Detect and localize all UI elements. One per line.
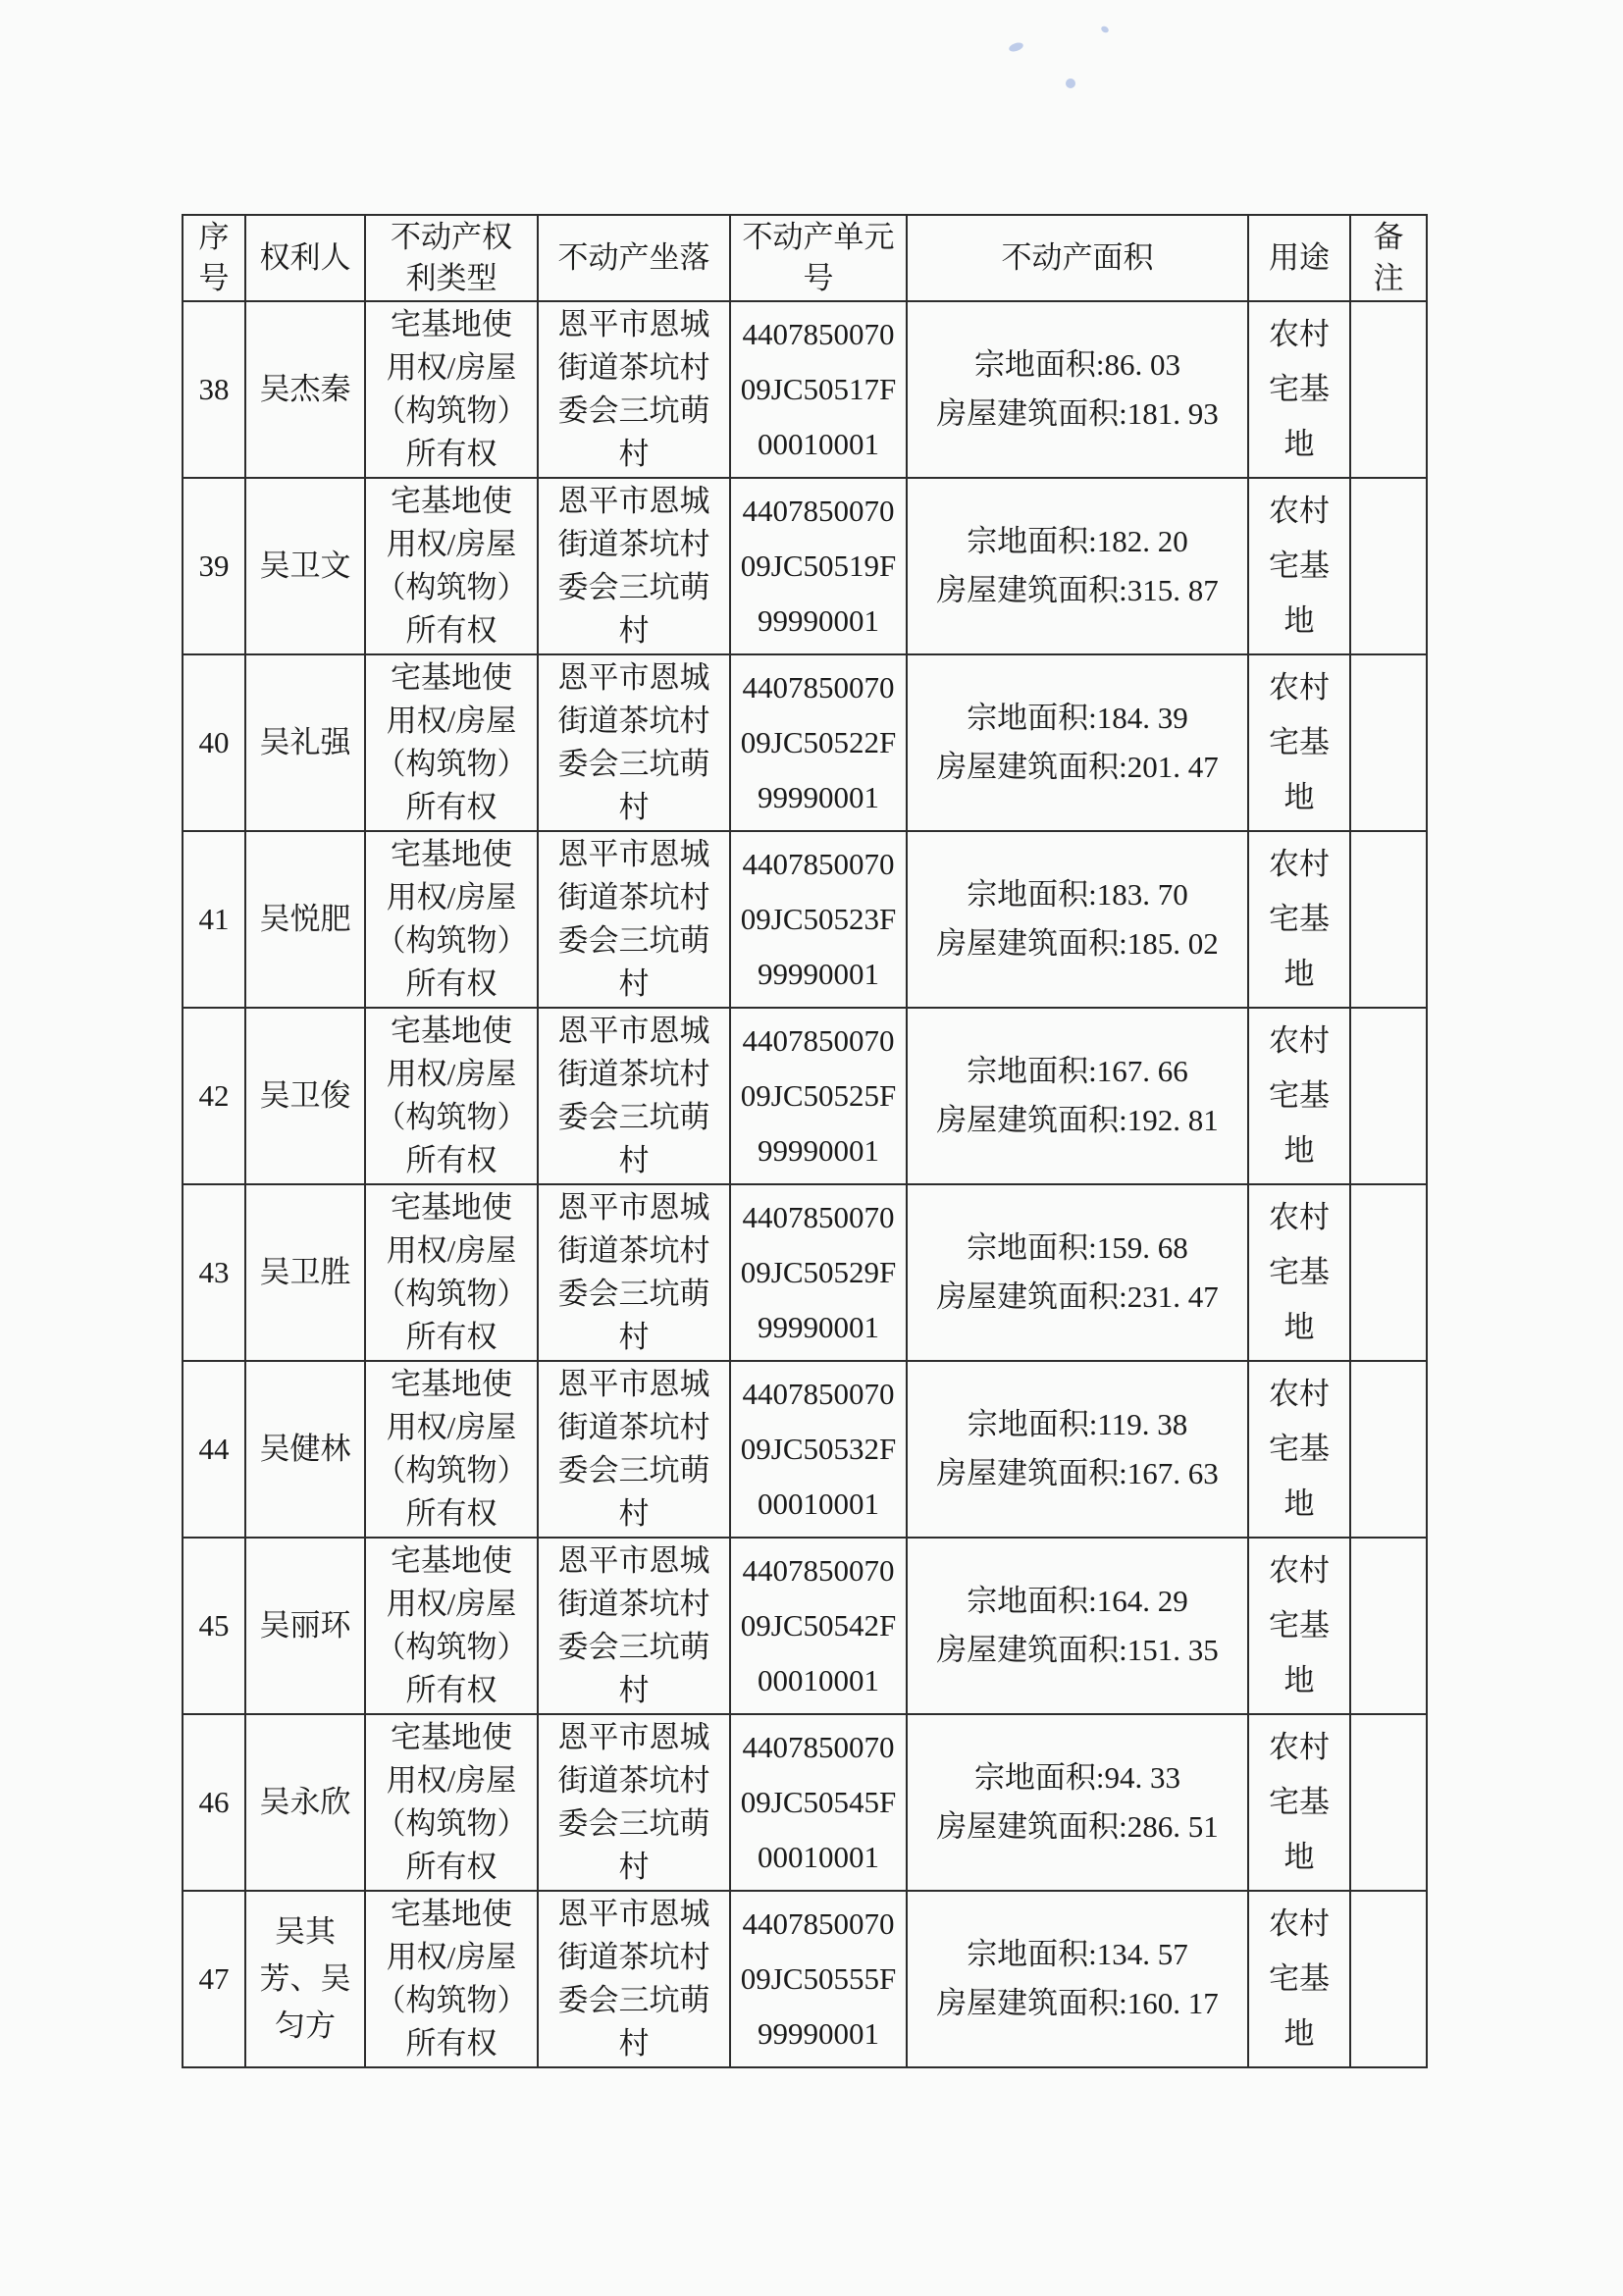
cell-usage	[1248, 1184, 1350, 1361]
column-header-loc	[538, 215, 730, 301]
cell-area-line: 房屋建筑面积:192. 81	[936, 1103, 1219, 1137]
cell-unit-no-line: 09JC50542F	[740, 1608, 897, 1643]
cell-right-type-line: 用权/房屋	[386, 350, 517, 385]
cell-right-type	[365, 301, 538, 478]
cell-right-type-line: 宅基地使	[391, 1367, 512, 1401]
cell-unit-no-line: 00010001	[758, 427, 879, 461]
cell-location-line: 街道茶坑村	[557, 704, 710, 738]
cell-right-type-line: 用权/房屋	[386, 1410, 517, 1444]
cell-right-type	[365, 1891, 538, 2067]
cell-area-line: 宗地面积:159. 68	[967, 1230, 1188, 1265]
cell-location	[538, 1184, 730, 1361]
column-header-remark	[1350, 215, 1427, 301]
cell-location	[538, 301, 730, 478]
cell-area-line: 房屋建筑面积:201. 47	[936, 750, 1219, 784]
table-row	[183, 1714, 1427, 1891]
cell-right-type	[365, 831, 538, 1008]
cell-owner	[245, 478, 365, 654]
cell-unit-no-line: 4407850070	[742, 1377, 895, 1411]
cell-usage-line: 地	[1283, 1310, 1315, 1344]
cell-owner-line: 吴丽环	[259, 1608, 351, 1643]
cell-serial	[183, 1891, 245, 2067]
cell-location-line: 委会三坑萌	[557, 570, 710, 604]
cell-usage-line: 农村	[1269, 1906, 1330, 1941]
column-header-serial	[183, 215, 245, 301]
cell-usage	[1248, 1891, 1350, 2067]
cell-area	[907, 1008, 1248, 1184]
cell-usage-line: 地	[1283, 1663, 1315, 1697]
cell-area	[907, 1714, 1248, 1891]
cell-right-type-line: 用权/房屋	[386, 1057, 517, 1091]
cell-unit-no-line: 4407850070	[742, 1200, 895, 1234]
cell-usage	[1248, 831, 1350, 1008]
cell-area-line: 房屋建筑面积:151. 35	[936, 1633, 1219, 1667]
cell-usage-line: 宅基	[1269, 372, 1330, 406]
cell-location-line: 街道茶坑村	[557, 880, 710, 914]
cell-unit-no	[730, 1714, 907, 1891]
cell-location-line: 委会三坑萌	[557, 1806, 710, 1841]
cell-unit-no	[730, 1891, 907, 2067]
cell-right-type-line: 宅基地使	[391, 837, 512, 871]
cell-usage-line: 农村	[1269, 1377, 1330, 1411]
cell-usage-line: 地	[1283, 1487, 1315, 1521]
cell-unit-no	[730, 478, 907, 654]
cell-location-line: 恩平市恩城	[557, 1014, 710, 1048]
cell-usage-line: 农村	[1269, 1200, 1330, 1234]
cell-area-line: 房屋建筑面积:315. 87	[936, 573, 1219, 607]
cell-serial-line: 44	[198, 1432, 230, 1466]
cell-location-line: 村	[618, 437, 650, 471]
cell-right-type-line: 用权/房屋	[386, 1587, 517, 1621]
cell-unit-no-line: 4407850070	[742, 1553, 895, 1588]
cell-right-type	[365, 1361, 538, 1538]
cell-right-type	[365, 1184, 538, 1361]
cell-location-line: 街道茶坑村	[557, 350, 710, 385]
cell-location	[538, 1714, 730, 1891]
column-header-unit	[730, 215, 907, 301]
column-header-line: 序	[198, 220, 230, 254]
cell-location-line: 村	[618, 613, 650, 648]
cell-remark	[1350, 654, 1427, 831]
cell-unit-no-line: 4407850070	[742, 317, 895, 351]
cell-location-line: 村	[618, 2026, 650, 2061]
cell-location-line: 恩平市恩城	[557, 484, 710, 518]
cell-right-type-line: 所有权	[405, 2026, 497, 2061]
cell-right-type-line: 宅基地使	[391, 1014, 512, 1048]
cell-right-type	[365, 1008, 538, 1184]
cell-location-line: 恩平市恩城	[557, 1897, 710, 1931]
cell-usage-line: 宅基	[1269, 902, 1330, 936]
cell-location-line: 委会三坑萌	[557, 1453, 710, 1487]
cell-right-type-line: 用权/房屋	[386, 1233, 517, 1268]
cell-unit-no-line: 09JC50523F	[740, 902, 897, 936]
cell-remark	[1350, 1184, 1427, 1361]
cell-serial-line: 40	[198, 725, 230, 759]
cell-owner	[245, 301, 365, 478]
cell-usage-line: 农村	[1269, 1730, 1330, 1764]
cell-area-line: 宗地面积:94. 33	[973, 1760, 1181, 1795]
cell-remark	[1350, 1714, 1427, 1891]
cell-owner	[245, 1361, 365, 1538]
cell-right-type-line: 所有权	[405, 1143, 497, 1177]
cell-location-line: 村	[618, 966, 650, 1001]
cell-usage-line: 宅基	[1269, 1608, 1330, 1643]
column-header-line: 不动产权	[391, 220, 512, 254]
cell-area	[907, 1538, 1248, 1714]
column-header-usage	[1248, 215, 1350, 301]
table-header	[183, 215, 1427, 301]
cell-owner-line: 匀方	[275, 2009, 336, 2043]
cell-area	[907, 1361, 1248, 1538]
cell-unit-no-line: 00010001	[758, 1487, 879, 1521]
cell-unit-no-line: 99990001	[758, 1133, 879, 1168]
cell-location-line: 恩平市恩城	[557, 307, 710, 341]
column-header-line: 不动产坐落	[557, 240, 710, 275]
cell-right-type-line: （构筑物）	[375, 570, 528, 604]
cell-serial-line: 45	[198, 1608, 230, 1643]
column-header-line: 号	[803, 261, 834, 295]
cell-right-type-line: 用权/房屋	[386, 880, 517, 914]
cell-unit-no	[730, 1538, 907, 1714]
cell-owner-line: 吴健林	[259, 1432, 351, 1466]
cell-unit-no-line: 99990001	[758, 957, 879, 991]
cell-serial-line: 47	[198, 1961, 230, 1996]
cell-location-line: 村	[618, 1850, 650, 1884]
table-row	[183, 831, 1427, 1008]
cell-area-line: 房屋建筑面积:231. 47	[936, 1279, 1219, 1314]
cell-usage-line: 农村	[1269, 494, 1330, 528]
cell-usage-line: 农村	[1269, 317, 1330, 351]
cell-usage-line: 宅基	[1269, 1961, 1330, 1996]
cell-unit-no	[730, 1008, 907, 1184]
cell-right-type-line: （构筑物）	[375, 1453, 528, 1487]
cell-usage-line: 地	[1283, 1840, 1315, 1874]
cell-area-line: 房屋建筑面积:167. 63	[936, 1456, 1219, 1490]
cell-usage-line: 地	[1283, 427, 1315, 461]
cell-usage-line: 宅基	[1269, 725, 1330, 759]
cell-right-type	[365, 1714, 538, 1891]
cell-usage	[1248, 1538, 1350, 1714]
cell-right-type-line: （构筑物）	[375, 923, 528, 958]
cell-usage-line: 地	[1283, 1133, 1315, 1168]
cell-area	[907, 1184, 1248, 1361]
cell-owner	[245, 654, 365, 831]
cell-remark	[1350, 1891, 1427, 2067]
cell-area-line: 宗地面积:167. 66	[967, 1054, 1188, 1088]
cell-right-type-line: 所有权	[405, 1850, 497, 1884]
cell-right-type-line: （构筑物）	[375, 1983, 528, 2017]
table-row	[183, 1891, 1427, 2067]
cell-right-type-line: 宅基地使	[391, 1190, 512, 1225]
cell-location-line: 恩平市恩城	[557, 837, 710, 871]
cell-unit-no-line: 99990001	[758, 1310, 879, 1344]
cell-serial-line: 41	[198, 902, 230, 936]
cell-usage-line: 地	[1283, 780, 1315, 814]
column-header-line: 备	[1373, 220, 1404, 254]
cell-location	[538, 1008, 730, 1184]
cell-right-type-line: 所有权	[405, 1673, 497, 1707]
cell-right-type-line: 用权/房屋	[386, 1763, 517, 1798]
cell-right-type-line: （构筑物）	[375, 747, 528, 781]
cell-location-line: 恩平市恩城	[557, 660, 710, 695]
table-row	[183, 1008, 1427, 1184]
cell-location	[538, 831, 730, 1008]
cell-serial	[183, 301, 245, 478]
cell-location-line: 街道茶坑村	[557, 1057, 710, 1091]
table-body	[183, 301, 1427, 2067]
cell-serial	[183, 1184, 245, 1361]
cell-usage-line: 宅基	[1269, 1255, 1330, 1289]
cell-unit-no	[730, 831, 907, 1008]
cell-unit-no-line: 09JC50532F	[740, 1432, 897, 1466]
cell-serial	[183, 1714, 245, 1891]
cell-right-type-line: 所有权	[405, 1320, 497, 1354]
cell-owner-line: 吴杰秦	[259, 372, 351, 406]
cell-location-line: 恩平市恩城	[557, 1367, 710, 1401]
column-header-type	[365, 215, 538, 301]
table-row	[183, 654, 1427, 831]
cell-usage-line: 地	[1283, 957, 1315, 991]
cell-serial-line: 46	[198, 1785, 230, 1819]
cell-right-type-line: 宅基地使	[391, 484, 512, 518]
cell-location	[538, 654, 730, 831]
cell-location-line: 委会三坑萌	[557, 1100, 710, 1134]
cell-unit-no-line: 09JC50529F	[740, 1255, 897, 1289]
cell-location-line: 委会三坑萌	[557, 1630, 710, 1664]
cell-location-line: 委会三坑萌	[557, 923, 710, 958]
table-row	[183, 1184, 1427, 1361]
cell-right-type-line: （构筑物）	[375, 1277, 528, 1311]
cell-location-line: 街道茶坑村	[557, 1763, 710, 1798]
cell-location-line: 恩平市恩城	[557, 1190, 710, 1225]
cell-serial	[183, 831, 245, 1008]
cell-area	[907, 1891, 1248, 2067]
cell-right-type	[365, 1538, 538, 1714]
cell-remark	[1350, 831, 1427, 1008]
cell-location-line: 街道茶坑村	[557, 1410, 710, 1444]
cell-location-line: 街道茶坑村	[557, 527, 710, 561]
cell-location	[538, 1361, 730, 1538]
cell-owner-line: 吴其	[275, 1914, 336, 1949]
table-row	[183, 478, 1427, 654]
cell-unit-no-line: 00010001	[758, 1663, 879, 1697]
cell-usage-line: 宅基	[1269, 1078, 1330, 1113]
cell-owner	[245, 1184, 365, 1361]
cell-area-line: 房屋建筑面积:181. 93	[936, 396, 1219, 431]
cell-unit-no-line: 4407850070	[742, 1730, 895, 1764]
cell-area	[907, 654, 1248, 831]
cell-usage	[1248, 1361, 1350, 1538]
cell-location	[538, 1891, 730, 2067]
cell-location	[538, 1538, 730, 1714]
cell-usage-line: 地	[1283, 603, 1315, 638]
column-header-line: 不动产面积	[1001, 240, 1154, 275]
cell-unit-no-line: 00010001	[758, 1840, 879, 1874]
cell-unit-no	[730, 1361, 907, 1538]
cell-unit-no-line: 09JC50525F	[740, 1078, 897, 1113]
scan-artifact	[1008, 41, 1024, 53]
cell-right-type-line: （构筑物）	[375, 1100, 528, 1134]
cell-owner-line: 芳、吴	[259, 1961, 351, 1996]
cell-usage-line: 农村	[1269, 1023, 1330, 1058]
cell-location-line: 委会三坑萌	[557, 1983, 710, 2017]
cell-serial	[183, 1538, 245, 1714]
cell-usage	[1248, 1714, 1350, 1891]
table-row	[183, 1538, 1427, 1714]
cell-unit-no-line: 4407850070	[742, 1906, 895, 1941]
column-header-line: 权利人	[259, 240, 351, 275]
cell-serial-line: 38	[198, 372, 230, 406]
scan-artifact	[1100, 25, 1110, 33]
cell-area	[907, 831, 1248, 1008]
cell-unit-no-line: 4407850070	[742, 1023, 895, 1058]
cell-unit-no-line: 09JC50519F	[740, 548, 897, 583]
cell-unit-no-line: 09JC50517F	[740, 372, 897, 406]
cell-unit-no-line: 09JC50522F	[740, 725, 897, 759]
cell-unit-no-line: 09JC50555F	[740, 1961, 897, 1996]
column-header-line: 不动产单元	[742, 220, 895, 254]
cell-remark	[1350, 478, 1427, 654]
cell-location-line: 委会三坑萌	[557, 1277, 710, 1311]
cell-right-type-line: 所有权	[405, 790, 497, 824]
cell-location-line: 街道茶坑村	[557, 1233, 710, 1268]
cell-location-line: 村	[618, 1143, 650, 1177]
cell-unit-no-line: 99990001	[758, 603, 879, 638]
cell-usage-line: 农村	[1269, 670, 1330, 704]
cell-area-line: 宗地面积:134. 57	[967, 1937, 1188, 1971]
cell-area-line: 宗地面积:119. 38	[967, 1407, 1188, 1441]
cell-location-line: 村	[618, 1320, 650, 1354]
cell-owner	[245, 1538, 365, 1714]
cell-unit-no	[730, 654, 907, 831]
cell-usage	[1248, 478, 1350, 654]
cell-usage-line: 地	[1283, 2016, 1315, 2051]
cell-owner	[245, 1714, 365, 1891]
cell-serial	[183, 1008, 245, 1184]
cell-serial-line: 39	[198, 548, 230, 583]
cell-unit-no-line: 4407850070	[742, 670, 895, 704]
cell-right-type-line: 所有权	[405, 1496, 497, 1531]
cell-unit-no-line: 4407850070	[742, 494, 895, 528]
cell-unit-no-line: 09JC50545F	[740, 1785, 897, 1819]
cell-right-type-line: 用权/房屋	[386, 527, 517, 561]
column-header-area	[907, 215, 1248, 301]
cell-unit-no	[730, 1184, 907, 1361]
cell-serial	[183, 1361, 245, 1538]
cell-owner-line: 吴礼强	[259, 725, 351, 759]
cell-remark	[1350, 301, 1427, 478]
column-header-line: 利类型	[405, 261, 497, 295]
cell-right-type-line: 宅基地使	[391, 307, 512, 341]
column-header-line: 号	[198, 261, 230, 295]
cell-area-line: 宗地面积:184. 39	[967, 701, 1188, 735]
cell-owner	[245, 1008, 365, 1184]
cell-unit-no-line: 99990001	[758, 780, 879, 814]
cell-right-type	[365, 654, 538, 831]
cell-usage	[1248, 1008, 1350, 1184]
cell-area	[907, 478, 1248, 654]
cell-right-type	[365, 478, 538, 654]
cell-area-line: 宗地面积:182. 20	[967, 524, 1188, 558]
column-header-line: 用途	[1269, 240, 1330, 275]
cell-usage	[1248, 301, 1350, 478]
cell-right-type-line: （构筑物）	[375, 1630, 528, 1664]
cell-owner	[245, 1891, 365, 2067]
cell-unit-no-line: 4407850070	[742, 847, 895, 881]
cell-area-line: 宗地面积:86. 03	[973, 347, 1181, 382]
cell-location-line: 恩平市恩城	[557, 1543, 710, 1578]
cell-location-line: 街道茶坑村	[557, 1587, 710, 1621]
cell-area	[907, 301, 1248, 478]
column-header-owner	[245, 215, 365, 301]
cell-usage	[1248, 654, 1350, 831]
cell-location-line: 委会三坑萌	[557, 747, 710, 781]
cell-remark	[1350, 1361, 1427, 1538]
cell-right-type-line: 所有权	[405, 613, 497, 648]
cell-unit-no-line: 99990001	[758, 2016, 879, 2051]
cell-owner-line: 吴卫文	[259, 548, 351, 583]
cell-right-type-line: 所有权	[405, 437, 497, 471]
cell-location-line: 村	[618, 1673, 650, 1707]
cell-serial	[183, 478, 245, 654]
table-row	[183, 301, 1427, 478]
cell-owner-line: 吴卫俊	[259, 1078, 351, 1113]
cell-location-line: 街道茶坑村	[557, 1940, 710, 1974]
cell-area-line: 宗地面积:183. 70	[967, 877, 1188, 912]
cell-owner-line: 吴悦肥	[259, 902, 351, 936]
cell-serial	[183, 654, 245, 831]
cell-usage-line: 宅基	[1269, 1432, 1330, 1466]
cell-owner-line: 吴永欣	[259, 1785, 351, 1819]
cell-right-type-line: 宅基地使	[391, 1543, 512, 1578]
table-row	[183, 1361, 1427, 1538]
cell-right-type-line: 所有权	[405, 966, 497, 1001]
cell-right-type-line: 宅基地使	[391, 1897, 512, 1931]
cell-remark	[1350, 1008, 1427, 1184]
cell-area-line: 宗地面积:164. 29	[967, 1584, 1188, 1618]
scan-artifact	[1066, 78, 1075, 88]
header-row	[183, 215, 1427, 301]
cell-right-type-line: 用权/房屋	[386, 1940, 517, 1974]
cell-right-type-line: 用权/房屋	[386, 704, 517, 738]
column-header-line: 注	[1373, 261, 1404, 295]
cell-location	[538, 478, 730, 654]
cell-right-type-line: （构筑物）	[375, 1806, 528, 1841]
cell-area-line: 房屋建筑面积:160. 17	[936, 1986, 1219, 2020]
cell-owner-line: 吴卫胜	[259, 1255, 351, 1289]
cell-location-line: 委会三坑萌	[557, 393, 710, 428]
cell-usage-line: 宅基	[1269, 1785, 1330, 1819]
cell-unit-no	[730, 301, 907, 478]
cell-serial-line: 42	[198, 1078, 230, 1113]
cell-location-line: 恩平市恩城	[557, 1720, 710, 1754]
cell-right-type-line: 宅基地使	[391, 1720, 512, 1754]
real-estate-registry-table	[182, 214, 1428, 2068]
cell-area-line: 房屋建筑面积:185. 02	[936, 926, 1219, 961]
cell-area-line: 房屋建筑面积:286. 51	[936, 1809, 1219, 1844]
cell-right-type-line: 宅基地使	[391, 660, 512, 695]
cell-usage-line: 农村	[1269, 1553, 1330, 1588]
cell-owner	[245, 831, 365, 1008]
cell-remark	[1350, 1538, 1427, 1714]
cell-usage-line: 农村	[1269, 847, 1330, 881]
cell-right-type-line: （构筑物）	[375, 393, 528, 428]
cell-serial-line: 43	[198, 1255, 230, 1289]
cell-location-line: 村	[618, 1496, 650, 1531]
cell-usage-line: 宅基	[1269, 548, 1330, 583]
cell-location-line: 村	[618, 790, 650, 824]
